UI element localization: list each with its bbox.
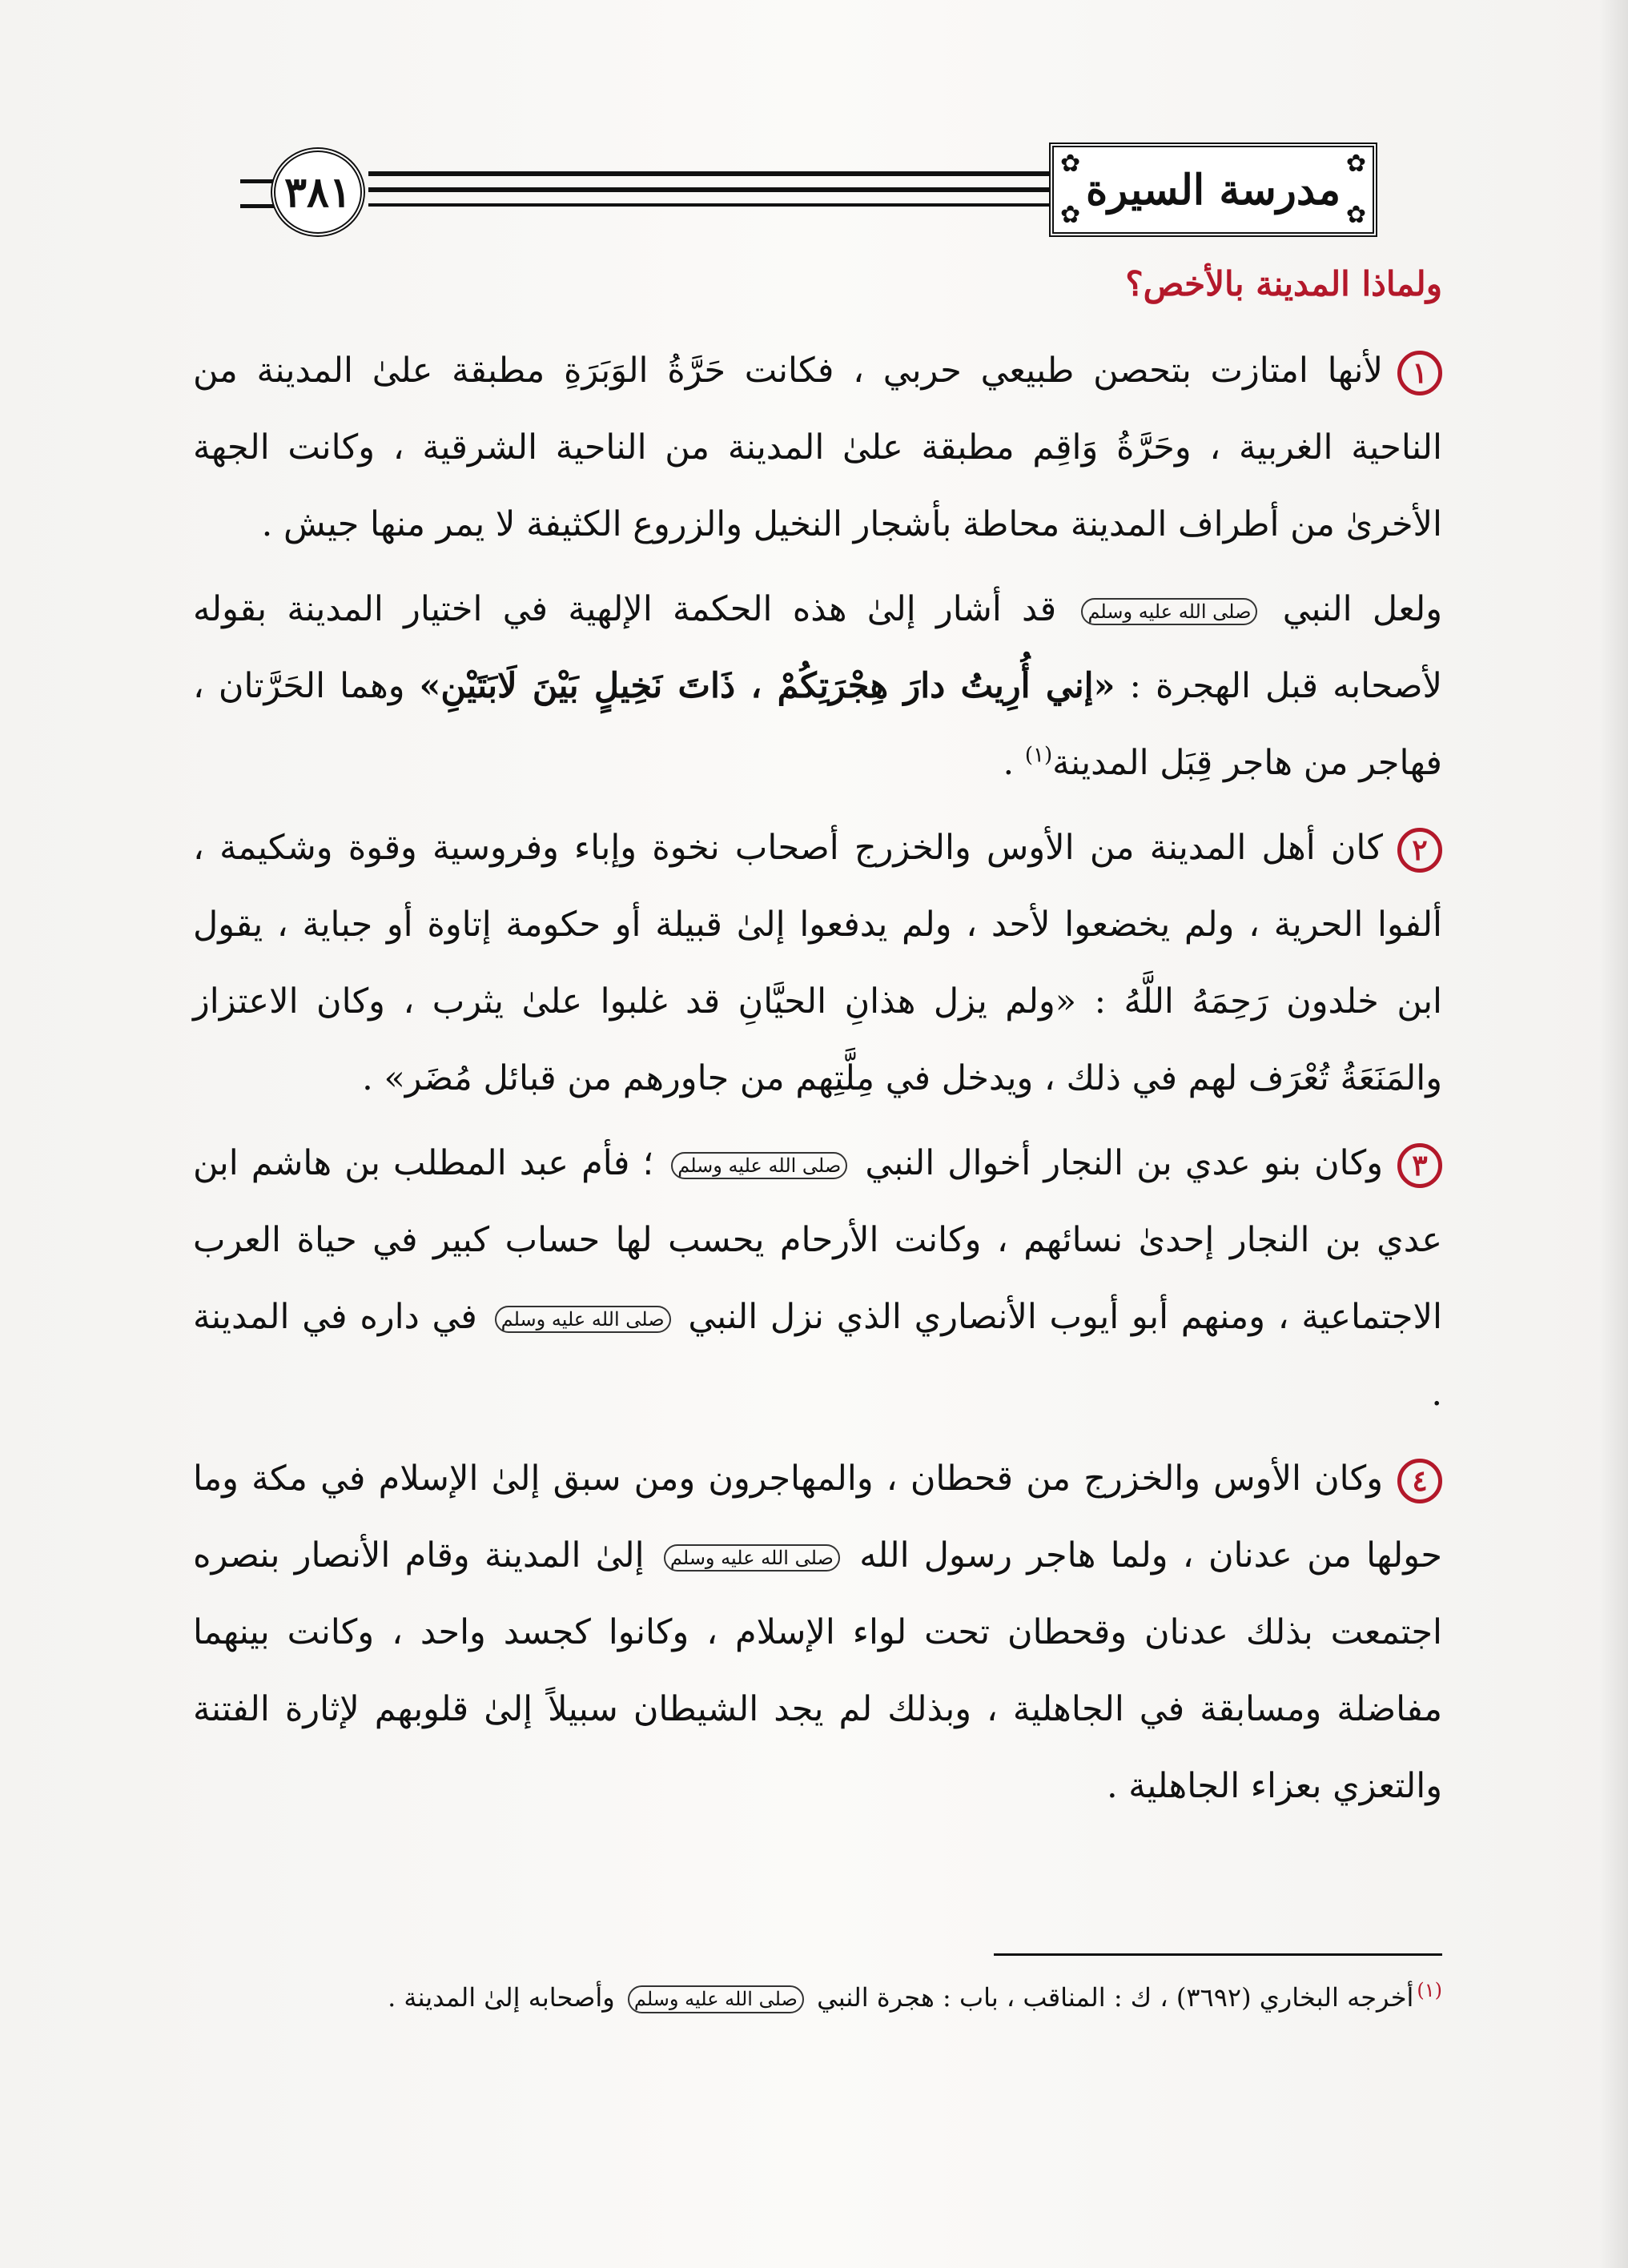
page-body	[193, 264, 1442, 1832]
paragraph-text: إلىٰ المدينة وقام الأنصار بنصره اجتمعت بذلك عدنان وقحطان تحت لواء الإسلام ، وكانوا كجسد واحد ، وكانت بينهما مفاضلة ومسابقة في الجاهلية ، وبذلك لم يجد الشيطان سبيلاً إلىٰ قلوبهم لإثارة الفتنة والتعزي بعزاء الجاهلية .	[193, 1535, 1442, 1806]
page-edge-shadow	[1599, 0, 1628, 2268]
paragraph-text: وهما الحَرَّتان ، فهاجر من هاجر قِبَل المدينة	[193, 666, 1442, 783]
point-number: ٣	[1397, 1143, 1442, 1188]
hadith-quote: «إني أُرِيتُ دارَ هِجْرَتِكُمْ ، ذَاتَ نَخِيلٍ بَيْنَ لَابَتَيْنِ»	[419, 666, 1115, 706]
page-number-badge	[271, 147, 365, 237]
ornament-icon: ✿	[1345, 201, 1366, 229]
point-number: ٤	[1397, 1459, 1442, 1503]
paragraph-1-continuation	[193, 571, 1442, 801]
point-number: ٢	[1397, 828, 1442, 873]
honorific-glyph: صلى الله عليه وسلم	[671, 1152, 847, 1179]
book-title-cartouche	[1049, 143, 1377, 237]
page-header	[240, 136, 1377, 248]
header-rule	[368, 171, 1049, 176]
book-title: مدرسة السيرة	[1085, 165, 1341, 215]
honorific-glyph: صلى الله عليه وسلم	[1081, 598, 1257, 625]
footnote-marker: (١)	[1417, 1979, 1442, 2002]
footnote	[193, 1973, 1442, 2021]
paragraph-text: ؛ فأم عبد المطلب بن هاشم ابن عدي بن النجار إحدىٰ نسائهم ، وكانت الأرحام يحسب لها حساب كبير في حياة العرب الاجتماعية ، ومنهم أبو أيوب الأنصاري الذي نزل النبي	[193, 1143, 1442, 1337]
ornament-icon: ✿	[1345, 150, 1366, 178]
footnote-reference[interactable]: (١)	[1024, 743, 1053, 768]
paragraph-text: .	[1003, 743, 1015, 783]
paragraph-text: وكان بنو عدي بن النجار أخوال النبي	[865, 1143, 1384, 1183]
footnote-separator	[994, 1953, 1442, 1956]
paragraph-2	[193, 809, 1442, 1117]
point-number: ١	[1397, 351, 1442, 395]
paragraph-text: وكان الأوس والخزرج من قحطان ، والمهاجرون ومن سبق إلىٰ الإسلام في مكة وما حولها من عدنان ، ولما هاجر رسول الله	[193, 1459, 1442, 1576]
paragraph-4	[193, 1440, 1442, 1824]
header-rule	[368, 203, 1049, 207]
page-number: ٣٨١	[284, 167, 352, 217]
section-subheading: ولماذا المدينة بالأخص؟	[1125, 264, 1442, 303]
paragraph-3	[193, 1125, 1442, 1432]
paragraph-text: لأنها امتازت بتحصن طبيعي حربي ، فكانت حَرَّةُ الوَبَرَةِ مطبقة علىٰ المدينة من الناحية الغربية ، وحَرَّةُ وَاقِم مطبقة علىٰ المدينة من الناحية الشرقية ، وكانت الجهة الأخرىٰ من أطراف المدينة محاطة بأشجار النخيل والزروع الكثيفة لا يمر منها جيش .	[193, 351, 1442, 544]
ornament-icon: ✿	[1060, 150, 1081, 178]
paragraph-text: قد أشار إلىٰ هذه الحكمة الإلهية في اختيار المدينة بقوله لأصحابه قبل الهجرة :	[193, 589, 1443, 706]
honorific-glyph: صلى الله عليه وسلم	[664, 1544, 840, 1572]
honorific-glyph: صلى الله عليه وسلم	[628, 1985, 804, 2013]
paragraph-text: ولعل النبي	[1282, 589, 1442, 629]
paragraph-1	[193, 332, 1442, 563]
paragraph-text: كان أهل المدينة من الأوس والخزرج أصحاب نخوة وإباء وفروسية وقوة وشكيمة ، ألفوا الحرية ، ولم يخضعوا لأحد ، ولم يدفعوا إلىٰ قبيلة أو حكومة إتاوة أو جباية ، يقول ابن خلدون رَحِمَهُ اللَّهُ : «ولم يزل هذانِ الحيَّانِ قد غلبوا علىٰ يثرب ، وكان الاعتزاز والمَنَعَةُ تُعْرَف لهم في ذلك ، ويدخل في مِلَّتِهم من جاورهم من قبائل مُضَر» .	[193, 828, 1442, 1098]
header-rule	[368, 187, 1049, 192]
paragraph-text: في داره في المدينة .	[193, 1297, 1442, 1414]
honorific-glyph: صلى الله عليه وسلم	[495, 1306, 671, 1333]
ornament-icon: ✿	[1060, 201, 1081, 229]
footnote-text: أخرجه البخاري (٣٦٩٢) ، ك : المناقب ، باب : هجرة النبي	[817, 1982, 1414, 2013]
footnote-text: وأصحابه إلىٰ المدينة .	[388, 1982, 615, 2013]
